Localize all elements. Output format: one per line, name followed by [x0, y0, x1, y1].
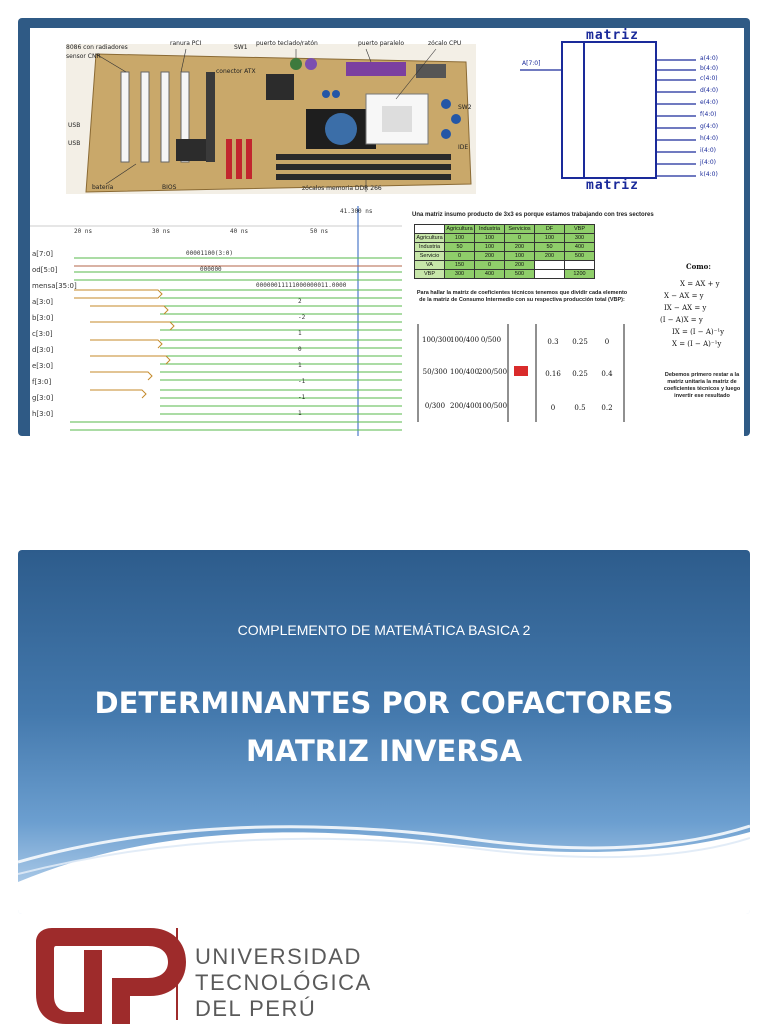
mobo-label: SW1 — [234, 44, 248, 51]
result-cell: 0 — [550, 404, 556, 412]
table-cell: 300 — [445, 270, 475, 279]
table-cell: 100 — [535, 234, 565, 243]
table-cell: 1200 — [565, 270, 595, 279]
matriz-input-label: A[7:0] — [522, 60, 541, 67]
table-cell: Industria — [415, 243, 445, 252]
waveform-value: -2 — [298, 314, 306, 321]
waveform-signal: c[3:0] — [32, 330, 53, 338]
result-cell: 0.25 — [572, 338, 588, 346]
table-cell: DF — [535, 225, 565, 234]
input-output-panel — [410, 206, 744, 436]
waveform-time-label: 50 ns — [310, 228, 329, 235]
matriz-diagram — [500, 30, 744, 192]
equation: (I − A)X = y — [660, 316, 703, 324]
equation: X = AX + y — [680, 280, 720, 288]
mobo-label: puerto paralelo — [358, 40, 405, 47]
table-cell: 300 — [565, 234, 595, 243]
mobo-label: USB — [68, 122, 81, 129]
fraction-cell: 100/300 — [422, 336, 452, 344]
table-cell: VA — [415, 261, 445, 270]
waveform-signal: a[3:0] — [32, 298, 54, 306]
table-cell: Industria — [475, 225, 505, 234]
fraction-cell: 200/500 — [478, 368, 508, 376]
mobo-label: ranura PCI — [170, 40, 202, 47]
matriz-output-label: f(4:0) — [700, 111, 717, 118]
table-cell: 100 — [475, 243, 505, 252]
table-cell: 150 — [445, 261, 475, 270]
table-cell: 50 — [445, 243, 475, 252]
slide-title-line2: MATRIZ INVERSA — [245, 734, 523, 768]
waveform-signal: od[5:0] — [32, 266, 58, 274]
waveform-signal: g[3:0] — [32, 394, 54, 402]
table-cell: 100 — [445, 234, 475, 243]
io-title: Una matriz insumo producto de 3x3 es porque estamos trabajando con tres sectores — [412, 212, 654, 218]
waveform-cursor: 41.300 ns — [340, 208, 373, 215]
matriz-output-label: d(4:0) — [700, 87, 719, 94]
table-cell: Agricultura — [416, 235, 443, 241]
waveform-signal: a[7:0] — [32, 250, 54, 258]
waveform-time-label: 20 ns — [74, 228, 93, 235]
table-cell: VBP — [565, 225, 595, 234]
collage-banner — [18, 18, 750, 436]
waveform-value: 0 — [298, 346, 302, 353]
table-cell: 500 — [505, 270, 535, 279]
table-cell: 50 — [535, 243, 565, 252]
result-cell: 0.3 — [547, 338, 559, 346]
waveform-value: 000000 — [200, 266, 222, 273]
final-note: Debemos primero restar a la matriz unitaria la matriz de coeficientes técnicos y luego invertir ese resultado — [663, 372, 741, 399]
mobo-label: batería — [92, 184, 114, 191]
waveform-time-label: 30 ns — [152, 228, 171, 235]
table-cell: 400 — [565, 243, 595, 252]
table-cell: Agricultura — [446, 226, 473, 232]
fraction-cell: 100/500 — [478, 402, 508, 410]
waveform-value: 1 — [298, 362, 302, 369]
mobo-label: puerto teclado/ratón — [256, 40, 318, 47]
matriz-output-label: a(4:0) — [700, 55, 719, 62]
fraction-cell: 0/300 — [424, 402, 446, 410]
result-cell: 0.25 — [572, 370, 588, 378]
logo-divider — [176, 928, 178, 1020]
table-cell: Servicios — [505, 225, 535, 234]
result-cell: 0.5 — [574, 404, 586, 412]
equation: IX − AX = y — [664, 304, 707, 312]
matriz-output-label: b(4:0) — [700, 65, 719, 72]
fraction-cell: 100/400 — [450, 368, 480, 376]
waveform-panel — [30, 206, 402, 436]
mobo-label: zócalos memoria DDR 266 — [302, 185, 382, 192]
mobo-label: USB — [68, 140, 81, 147]
waveform-value: 00000011111000000011.0000 — [256, 282, 347, 289]
utp-logo-icon — [30, 926, 190, 1024]
table-cell: VBP — [415, 270, 445, 279]
table-cell: 0 — [505, 234, 535, 243]
waveform-signal: b[3:0] — [32, 314, 54, 322]
table-cell: 400 — [475, 270, 505, 279]
waveform-value: -1 — [298, 378, 306, 385]
motherboard-image — [66, 40, 476, 194]
logo-line1: UNIVERSIDAD — [195, 944, 362, 969]
waveform-value: 2 — [298, 298, 302, 305]
table-cell: 100 — [475, 234, 505, 243]
mobo-label: BIOS — [162, 184, 177, 191]
logo-line2: TECNOLÓGICA — [195, 970, 372, 995]
fraction-cell: 0/500 — [480, 336, 502, 344]
table-cell: 0 — [475, 261, 505, 270]
waveform-signal: h[3:0] — [32, 410, 54, 418]
equation: X = (I − A)⁻¹y — [672, 340, 722, 348]
equation: X − AX = y — [664, 292, 704, 300]
fraction-cell: 200/400 — [450, 402, 480, 410]
mobo-label: 8086 con radiadores — [66, 44, 128, 51]
mobo-label: IDE — [458, 144, 469, 151]
table-cell: 200 — [475, 252, 505, 261]
table-cell: 100 — [505, 252, 535, 261]
waveform-drawing — [30, 206, 402, 436]
waveform-value: 00001100(3:0) — [186, 250, 233, 257]
result-cell: 0.16 — [545, 370, 561, 378]
waveform-signal: f[3:0] — [32, 378, 52, 386]
equation: IX = (I − A)⁻¹y — [672, 328, 725, 336]
matriz-title-top: matriz — [586, 28, 639, 43]
mobo-label: zócalo CPU — [428, 40, 462, 47]
fraction-cell: 50/300 — [422, 368, 448, 376]
motherboard-drawing — [66, 44, 476, 194]
wave-decoration — [18, 822, 750, 914]
matriz-output-label: k(4:0) — [700, 171, 718, 178]
matriz-output-label: h(4:0) — [700, 135, 719, 142]
waveform-value: 1 — [298, 410, 302, 417]
slide-title-line1: DETERMINANTES POR COFACTORES — [94, 686, 674, 720]
io-note: Para hallar la matriz de coeficientes técnicos tenemos que dividir cada elemento de la matriz de Consumo Intermedio con su respectiva producción total (VBP): — [416, 290, 628, 303]
waveform-value: -1 — [298, 394, 306, 401]
result-cell: 0 — [604, 338, 610, 346]
table-cell: 200 — [505, 243, 535, 252]
table-cell: Servicio — [415, 252, 445, 261]
matriz-output-label: j(4:0) — [700, 159, 717, 166]
fraction-cell: 100/400 — [450, 336, 480, 344]
table-cell: 0 — [445, 252, 475, 261]
collage-area — [30, 28, 744, 436]
mobo-label: SW2 — [458, 104, 472, 111]
university-logo — [30, 926, 370, 1024]
result-cell: 0.2 — [601, 404, 613, 412]
waveform-signal: mensa[35:0] — [32, 282, 77, 290]
table-cell: 200 — [535, 252, 565, 261]
como-label: Como: — [686, 262, 711, 271]
title-slide — [18, 550, 750, 914]
table-cell: 500 — [565, 252, 595, 261]
mobo-label: conector ATX — [216, 68, 256, 75]
matriz-output-label: i(4:0) — [700, 147, 717, 154]
waveform-signal: d[3:0] — [32, 346, 54, 354]
result-cell: 0.4 — [601, 370, 613, 378]
waveform-value: 1 — [298, 330, 302, 337]
matriz-output-label: e(4:0) — [700, 99, 719, 106]
slide-subtitle: COMPLEMENTO DE MATEMÁTICA BASICA 2 — [237, 622, 531, 638]
logo-line3: DEL PERÚ — [195, 996, 317, 1021]
matriz-title-bottom: matriz — [586, 178, 639, 193]
waveform-time-label: 40 ns — [230, 228, 249, 235]
waveform-signal: e[3:0] — [32, 362, 54, 370]
mobo-label: sensor CNR — [66, 53, 101, 60]
matriz-output-label: c(4:0) — [700, 75, 718, 82]
matriz-output-label: g(4:0) — [700, 123, 719, 130]
table-cell: 200 — [505, 261, 535, 270]
